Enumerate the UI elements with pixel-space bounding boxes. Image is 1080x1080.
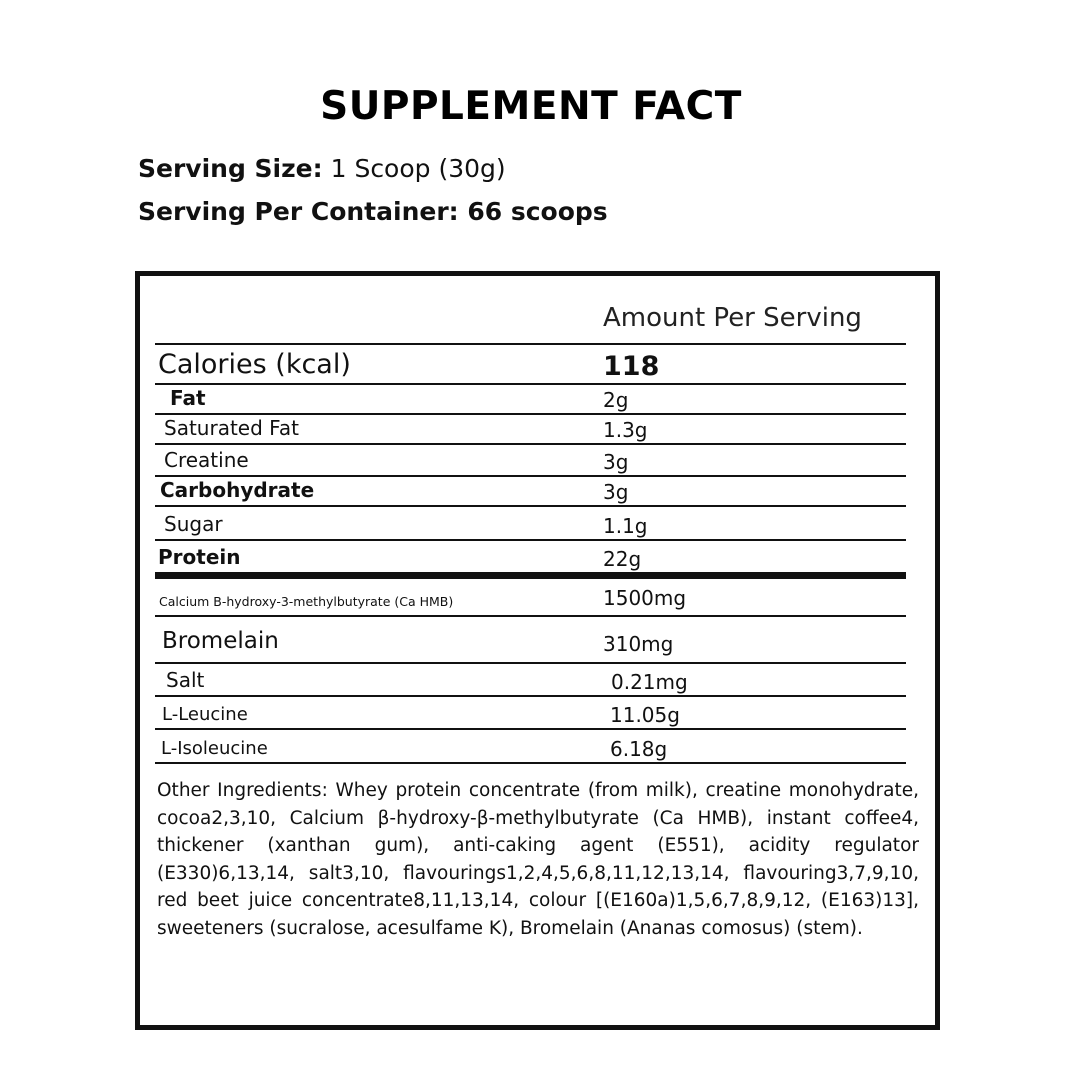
nutrient-row-fat bbox=[155, 385, 906, 413]
nutrient-amount: 1.1g bbox=[603, 514, 648, 538]
nutrient-row-ca-hmb bbox=[155, 579, 906, 615]
nutrient-amount: 3g bbox=[603, 480, 629, 504]
facts-panel bbox=[135, 271, 940, 1030]
nutrient-amount: 3g bbox=[603, 450, 629, 474]
nutrient-amount: 118 bbox=[603, 351, 660, 382]
divider bbox=[155, 762, 906, 764]
nutrient-amount: 6.18g bbox=[610, 737, 668, 761]
nutrient-name: Protein bbox=[158, 545, 241, 569]
nutrient-amount: 0.21mg bbox=[611, 670, 688, 694]
serving-size bbox=[138, 154, 506, 183]
nutrient-name: Bromelain bbox=[162, 628, 279, 654]
nutrient-row-salt bbox=[155, 664, 906, 695]
nutrient-row-bromelain bbox=[155, 617, 906, 662]
nutrient-name: Fat bbox=[170, 386, 206, 410]
amount-per-serving-header: Amount Per Serving bbox=[603, 303, 862, 333]
serving-size-label: Serving Size: bbox=[138, 154, 323, 183]
nutrient-row-saturated-fat bbox=[155, 415, 906, 443]
thick-divider bbox=[155, 572, 906, 579]
other-ingredients: Other Ingredients: Whey protein concentrate (from milk), creatine monohydrate, cocoa2,3,10, Calcium β-hydroxy-β-methylbutyrate (Ca HMB), instant coffee4, thickener (xanthan gum), anti-caking agent (E551), acidity regulator (E330)6,13,14, salt3,10, flavourings1,2,4,5,6,8,11,12,13,14, flavouring3,7,9,10, red beet juice concentrate8,11,13,14, colour [(E160a)1,5,6,7,8,9,12, (E163)13], sweeteners (sucralose, acesulfame K), Bromelain (Ananas comosus) (stem). bbox=[157, 780, 919, 939]
nutrient-amount: 22g bbox=[603, 547, 642, 571]
nutrient-amount: 1.3g bbox=[603, 418, 648, 442]
nutrient-name: Salt bbox=[166, 668, 205, 692]
serving-size-value: 1 Scoop (30g) bbox=[330, 154, 506, 183]
nutrient-row-l-isoleucine bbox=[155, 730, 906, 762]
nutrient-amount: 2g bbox=[603, 388, 629, 412]
nutrient-row-calories bbox=[155, 345, 906, 383]
nutrient-row-creatine bbox=[155, 445, 906, 475]
nutrient-name: Creatine bbox=[164, 448, 249, 472]
nutrient-row-carbohydrate bbox=[155, 477, 906, 505]
servings-per-container: Serving Per Container: 66 scoops bbox=[138, 197, 608, 226]
nutrient-name: Saturated Fat bbox=[164, 416, 299, 440]
nutrient-amount: 1500mg bbox=[603, 586, 687, 610]
nutrient-amount: 11.05g bbox=[610, 703, 680, 727]
nutrient-name: Calories (kcal) bbox=[158, 349, 351, 380]
nutrient-row-l-leucine bbox=[155, 697, 906, 728]
nutrient-name: L-Isoleucine bbox=[161, 738, 268, 759]
nutrient-row-protein bbox=[155, 541, 906, 572]
nutrient-name: Calcium B-hydroxy-3-methylbutyrate (Ca HMB) bbox=[159, 594, 454, 609]
nutrient-name: Carbohydrate bbox=[160, 478, 315, 502]
nutrient-name: L-Leucine bbox=[162, 704, 248, 725]
page-title: SUPPLEMENT FACT bbox=[320, 84, 742, 129]
nutrient-row-sugar bbox=[155, 507, 906, 539]
nutrient-amount: 310mg bbox=[603, 632, 674, 656]
nutrient-name: Sugar bbox=[164, 512, 223, 536]
